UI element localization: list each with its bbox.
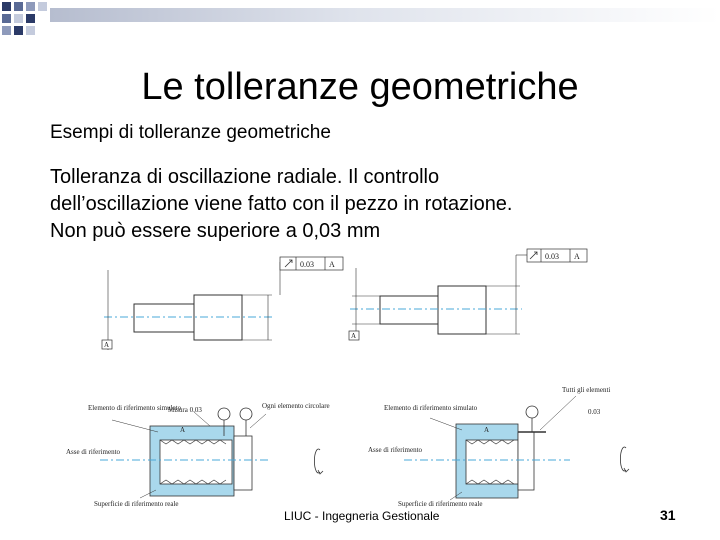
label-elemento-right: Elemento di riferimento simulato	[384, 404, 478, 412]
datum-flag-top-left: A	[104, 341, 110, 349]
slide-title: Le tolleranze geometriche	[141, 66, 579, 108]
paragraph-line: Tolleranza di oscillazione radiale. Il controllo	[50, 166, 440, 188]
datum-mark-bottom-left: A	[180, 426, 186, 434]
label-asse-right: Asse di riferimento	[368, 446, 423, 454]
tol-datum-top-left: A	[329, 260, 335, 269]
tol-value-top-left: 0.03	[300, 260, 314, 269]
drawing-top-right	[349, 249, 587, 340]
slide-subtitle: Esempi di tolleranze geometriche	[50, 122, 331, 143]
tol-value-top-right: 0.03	[545, 252, 559, 261]
label-tutti-right: Tutti gli elementi	[562, 386, 611, 394]
drawing-bottom-left	[100, 408, 323, 498]
label-valore-right: 0.03	[588, 408, 601, 416]
label-asse-left: Asse di riferimento	[66, 448, 121, 456]
label-superficie-right: Superficie di riferimento reale	[398, 500, 483, 508]
label-elemento-left: Elemento di riferimento simulato	[88, 404, 182, 412]
label-ogni-left: Ogni elemento circolare	[262, 402, 330, 410]
paragraph-line: Non può essere superiore a 0,03 mm	[50, 220, 381, 242]
datum-mark-bottom-right: A	[484, 426, 490, 434]
label-misura-left: Misura 0.03	[168, 406, 202, 414]
paragraph-line: dell’oscillazione viene fatto con il pezzo in rotazione.	[50, 193, 513, 215]
datum-flag-top-right: A	[351, 332, 357, 340]
drawing-top-left	[102, 257, 343, 350]
page-number: 31	[660, 507, 676, 523]
label-superficie-left: Superficie di riferimento reale	[94, 500, 179, 508]
tol-datum-top-right: A	[574, 252, 580, 261]
footer-text: LIUC - Ingegneria Gestionale	[284, 509, 440, 523]
